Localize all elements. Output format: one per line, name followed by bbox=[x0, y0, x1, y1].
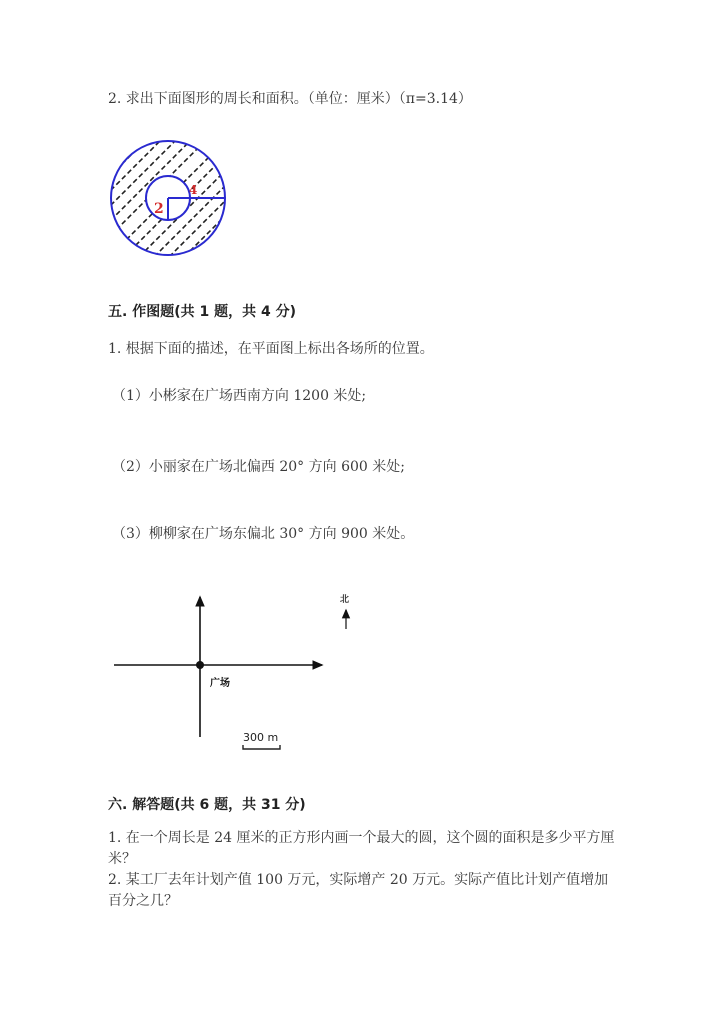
section-5-item-1: （1）小彬家在广场西南方向 1200 米处; bbox=[112, 388, 367, 404]
plaza-label: 广场 bbox=[210, 678, 230, 689]
annulus-figure bbox=[108, 138, 228, 258]
section-6-question-1: 1. 在一个周长是 24 厘米的正方形内画一个最大的圆，这个圆的面积是多少平方厘米？ bbox=[108, 830, 615, 867]
plan-map bbox=[110, 585, 370, 755]
section-6-question-2: 2. 某工厂去年计划产值 100 万元，实际增产 20 万元。实际产值比计划产值增加百分之几？ bbox=[108, 872, 609, 909]
section-6-title: 六. 解答题(共 6 题，共 31 分) bbox=[108, 797, 306, 813]
section-5-q1-text: 1. 根据下面的描述，在平面图上标出各场所的位置。 bbox=[108, 341, 434, 357]
section-5-title: 五. 作图题(共 1 题，共 4 分) bbox=[108, 304, 296, 320]
scale-label: 300 m bbox=[243, 731, 279, 744]
section-5-item-3: （3）柳柳家在广场东偏北 30° 方向 900 米处。 bbox=[112, 526, 415, 542]
north-label: 北 bbox=[340, 595, 350, 605]
inner-radius-label: 2 bbox=[154, 201, 164, 217]
scale-bar bbox=[243, 745, 280, 749]
outer-radius-label: 4 bbox=[189, 183, 198, 197]
question-2-text: 2. 求出下面图形的周长和面积。（单位：厘米）（π=3.14） bbox=[108, 91, 472, 107]
section-5-item-2: （2）小丽家在广场北偏西 20° 方向 600 米处; bbox=[112, 459, 405, 475]
